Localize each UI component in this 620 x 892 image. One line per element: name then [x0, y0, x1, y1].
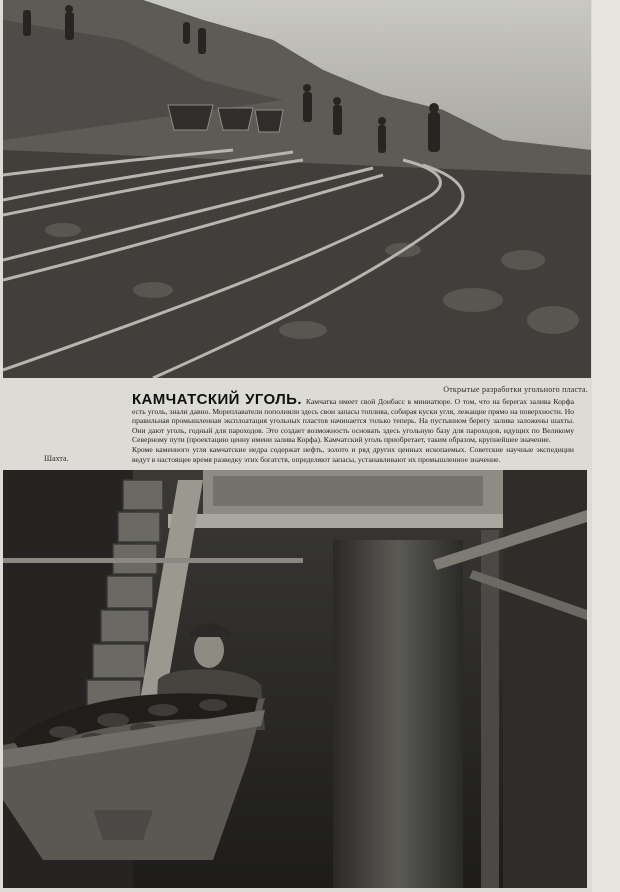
open-pit-mining-photo [3, 0, 591, 378]
mine-shaft-illustration [3, 470, 587, 888]
article-headline: КАМЧАТСКИЙ УГОЛЬ. [132, 391, 302, 408]
bottom-photo-caption: Шахта. [44, 454, 69, 463]
top-photo-caption: Открытые разработки угольного пласта. [443, 385, 588, 394]
mine-shaft-photo [3, 470, 587, 888]
article-paragraph-1 [132, 391, 574, 445]
article-paragraph-1-text: Камчатка имеет свой Донбасс в миниатюре. О том, что на берегах залива Корфа есть уголь, знали давно. Мореплаватели пополняли здесь свои запасы топлива, собирая куски угля, лежащие прямо на поверхности. Но правильная промышленная эксплоатация угольных пластов начинается только теперь. На пустынном берегу залива заложены шахты. Они дают уголь, годный для пароходов. Это создает возможность основать здесь угольную базу для пароходов, идущих по Великому Северному пути (проектацию ценну имени залива Корфа). Камчатский уголь приобретает, таким образом, крупнейшее значение. [132, 397, 574, 445]
open-pit-mining-illustration [3, 0, 591, 378]
article-body [132, 391, 574, 464]
article-paragraph-2: Кроме каменного угля камчатские недра содержат нефть, золото и ряд других ценных ископаемых. Советские научные экспедиции ведут в настоящее время разведку этих богатств, определяют запасы, устанавливают их промышленное значение. [132, 444, 574, 464]
page-margin [592, 0, 620, 892]
